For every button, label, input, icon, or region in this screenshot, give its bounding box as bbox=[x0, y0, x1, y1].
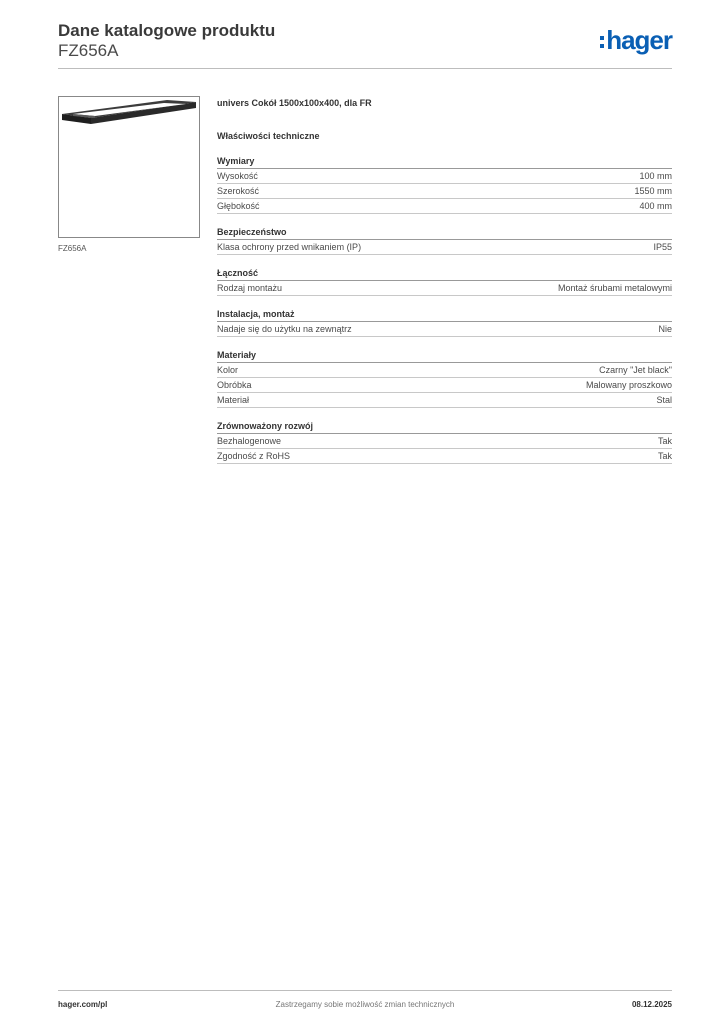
spec-group-connectivity bbox=[217, 266, 672, 296]
spec-row bbox=[217, 363, 672, 378]
spec-label: Nadaje się do użytku na zewnątrz bbox=[217, 324, 352, 334]
hager-logo[interactable] bbox=[600, 25, 672, 55]
spec-value: Montaż śrubami metalowymi bbox=[557, 283, 672, 293]
spec-label: Szerokość bbox=[217, 186, 260, 196]
plinth-frame-image bbox=[59, 97, 199, 237]
spec-group-safety bbox=[217, 225, 672, 255]
product-image bbox=[58, 96, 200, 238]
spec-label: Bezhalogenowe bbox=[217, 436, 282, 446]
specs-panel bbox=[217, 96, 672, 464]
spec-value: Czarny "Jet black" bbox=[599, 365, 672, 375]
footer-disclaimer: Zastrzegamy sobie możliwość zmian technicznych bbox=[275, 1000, 455, 1009]
spec-label: Materiał bbox=[217, 395, 250, 405]
product-description: univers Cokół 1500x100x400, dla FR bbox=[217, 98, 372, 108]
spec-row bbox=[217, 393, 672, 408]
page-title: Dane katalogowe produktu bbox=[58, 21, 276, 40]
image-caption: FZ656A bbox=[58, 244, 87, 253]
footer-date: 08.12.2025 bbox=[631, 1000, 672, 1009]
spec-row bbox=[217, 169, 672, 184]
page-footer bbox=[58, 990, 672, 1015]
spec-label: Rodzaj montażu bbox=[217, 283, 283, 293]
spec-label: Klasa ochrony przed wnikaniem (IP) bbox=[217, 242, 362, 252]
spec-group-materials bbox=[217, 348, 672, 408]
spec-row bbox=[217, 199, 672, 214]
spec-row bbox=[217, 434, 672, 449]
spec-label: Kolor bbox=[217, 365, 239, 375]
spec-value: Tak bbox=[657, 451, 672, 461]
spec-row bbox=[217, 281, 672, 296]
spec-group-installation bbox=[217, 307, 672, 337]
product-code: FZ656A bbox=[58, 41, 119, 60]
section-title: Właściwości techniczne bbox=[217, 131, 320, 141]
spec-row bbox=[217, 184, 672, 199]
spec-value: Malowany proszkowo bbox=[585, 380, 672, 390]
group-title: Łączność bbox=[217, 266, 672, 281]
logo-dots-icon bbox=[600, 32, 604, 48]
spec-value: 100 mm bbox=[639, 171, 672, 181]
group-title: Instalacja, montaż bbox=[217, 307, 672, 322]
spec-value: Stal bbox=[656, 395, 672, 405]
group-title: Zrównoważony rozwój bbox=[217, 419, 672, 434]
footer-url-link[interactable]: hager.com/pl bbox=[58, 1000, 108, 1009]
spec-label: Głębokość bbox=[217, 201, 260, 211]
group-title: Materiały bbox=[217, 348, 672, 363]
spec-row bbox=[217, 378, 672, 393]
spec-value: Tak bbox=[657, 436, 672, 446]
spec-row bbox=[217, 240, 672, 255]
spec-value: 400 mm bbox=[639, 201, 672, 211]
spec-value: 1550 mm bbox=[634, 186, 672, 196]
spec-value: Nie bbox=[658, 324, 672, 334]
group-title: Bezpieczeństwo bbox=[217, 225, 672, 240]
spec-label: Wysokość bbox=[217, 171, 258, 181]
spec-label: Zgodność z RoHS bbox=[217, 451, 291, 461]
page-header bbox=[58, 20, 672, 69]
logo-text: hager bbox=[606, 25, 672, 55]
spec-row bbox=[217, 449, 672, 464]
spec-label: Obróbka bbox=[217, 380, 252, 390]
spec-row bbox=[217, 322, 672, 337]
spec-group-dimensions bbox=[217, 154, 672, 214]
group-title: Wymiary bbox=[217, 154, 672, 169]
spec-group-sustainability bbox=[217, 419, 672, 464]
spec-value: IP55 bbox=[653, 242, 672, 252]
